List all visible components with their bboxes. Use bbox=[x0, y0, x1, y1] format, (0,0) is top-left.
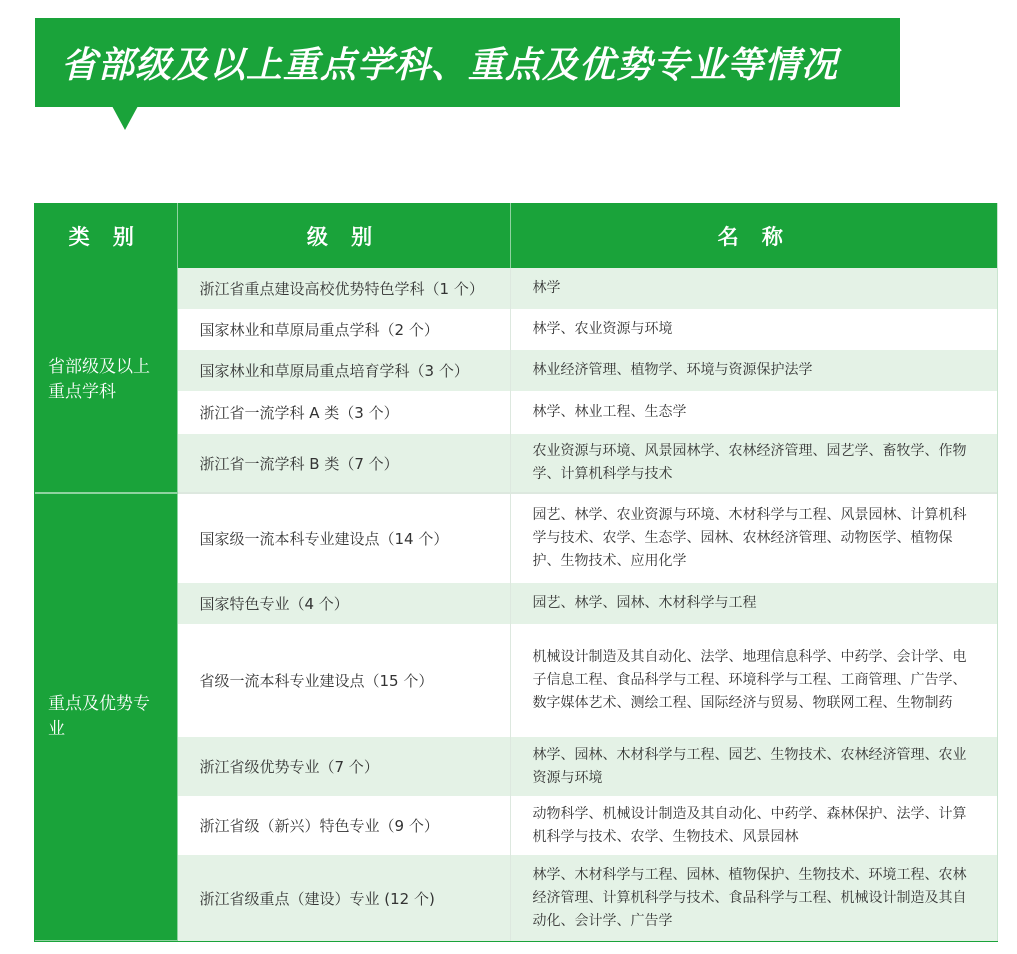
level-cell: 浙江省一流学科 B 类（7 个） bbox=[177, 434, 510, 493]
table-row bbox=[34, 583, 998, 624]
table-row bbox=[34, 434, 998, 493]
names-cell: 园艺、林学、园林、木材科学与工程 bbox=[510, 583, 998, 624]
table-row bbox=[34, 855, 998, 941]
names-cell: 林学、木材科学与工程、园林、植物保护、生物技术、环境工程、农林经济管理、计算机科学与技术、食品科学与工程、机械设计制造及其自动化、会计学、广告学 bbox=[510, 855, 998, 941]
names-cell: 农业资源与环境、风景园林学、农林经济管理、园艺学、畜牧学、作物学、计算机科学与技术 bbox=[510, 434, 998, 493]
level-cell: 国家林业和草原局重点培育学科（3 个） bbox=[177, 350, 510, 391]
table-header-row bbox=[34, 203, 998, 268]
names-cell: 动物科学、机械设计制造及其自动化、中药学、森林保护、法学、计算机科学与技术、农学、生物技术、风景园林 bbox=[510, 796, 998, 855]
level-cell: 省级一流本科专业建设点（15 个） bbox=[177, 624, 510, 737]
level-cell: 浙江省级重点（建设）专业 (12 个) bbox=[177, 855, 510, 941]
category-key-disciplines: 省部级及以上重点学科 bbox=[34, 268, 177, 493]
level-cell: 国家特色专业（4 个） bbox=[177, 583, 510, 624]
page-title: 省部级及以上重点学科、重点及优势专业等情况 bbox=[61, 45, 839, 86]
table-row bbox=[34, 309, 998, 350]
table-border-left bbox=[34, 203, 35, 942]
names-cell: 林业经济管理、植物学、环境与资源保护法学 bbox=[510, 350, 998, 391]
names-cell: 林学、农业资源与环境 bbox=[510, 309, 998, 350]
level-cell: 浙江省一流学科 A 类（3 个） bbox=[177, 391, 510, 434]
table-row bbox=[34, 391, 998, 434]
title-banner bbox=[35, 18, 900, 107]
level-cell: 国家级一流本科专业建设点（14 个） bbox=[177, 493, 510, 583]
table-border-bottom bbox=[34, 941, 998, 942]
table-row bbox=[34, 493, 998, 583]
category-key-majors: 重点及优势专业 bbox=[34, 493, 177, 941]
names-cell: 机械设计制造及其自动化、法学、地理信息科学、中药学、会计学、电子信息工程、食品科学与工程、环境科学与工程、工商管理、广告学、数字媒体艺术、测绘工程、国际经济与贸易、物联网工程、生物制药 bbox=[510, 624, 998, 737]
names-cell: 林学、园林、木材科学与工程、园艺、生物技术、农林经济管理、农业资源与环境 bbox=[510, 737, 998, 796]
table-row bbox=[34, 624, 998, 737]
disciplines-table bbox=[34, 203, 998, 942]
header-category: 类 别 bbox=[34, 203, 177, 268]
names-cell: 林学、林业工程、生态学 bbox=[510, 391, 998, 434]
names-cell: 林学 bbox=[510, 268, 998, 309]
level-cell: 浙江省级优势专业（7 个） bbox=[177, 737, 510, 796]
table-row bbox=[34, 737, 998, 796]
table-border-right bbox=[997, 203, 998, 942]
level-cell: 浙江省重点建设高校优势特色学科（1 个） bbox=[177, 268, 510, 309]
names-cell: 园艺、林学、农业资源与环境、木材科学与工程、风景园林、计算机科学与技术、农学、生态学、园林、农林经济管理、动物医学、植物保护、生物技术、应用化学 bbox=[510, 493, 998, 583]
header-level: 级 别 bbox=[177, 203, 510, 268]
table-row bbox=[34, 268, 998, 309]
level-cell: 浙江省级（新兴）特色专业（9 个） bbox=[177, 796, 510, 855]
table-row bbox=[34, 350, 998, 391]
header-name: 名 称 bbox=[510, 203, 998, 268]
level-cell: 国家林业和草原局重点学科（2 个） bbox=[177, 309, 510, 350]
banner-pointer bbox=[112, 106, 138, 130]
table-row bbox=[34, 796, 998, 855]
